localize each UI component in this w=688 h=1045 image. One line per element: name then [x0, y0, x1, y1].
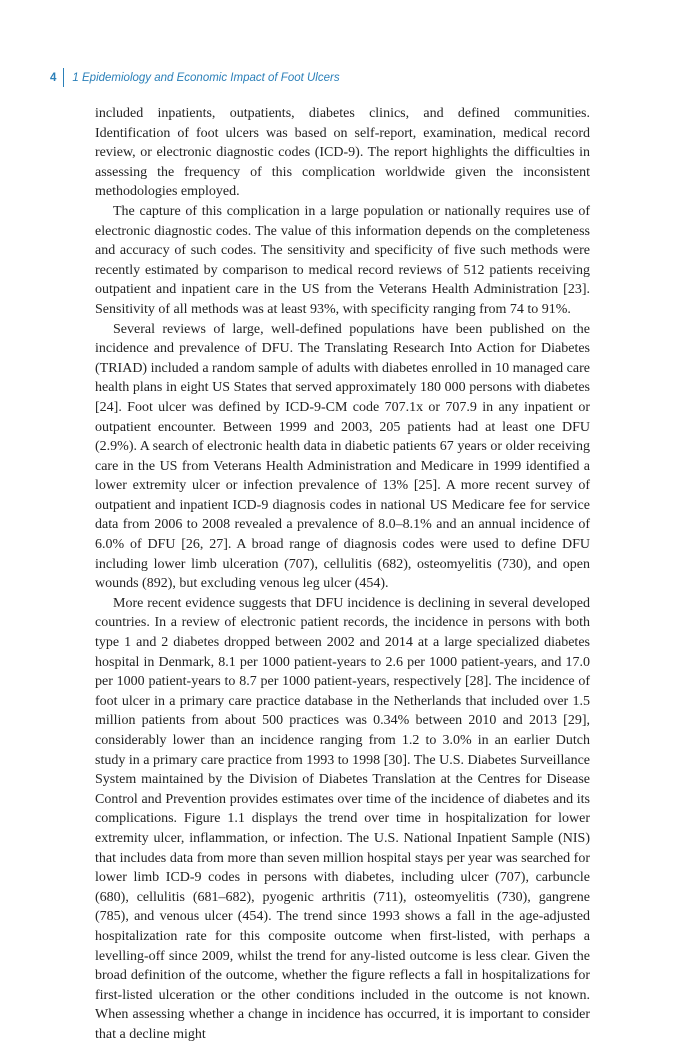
body-text	[95, 104, 590, 1045]
running-header	[50, 68, 340, 87]
paragraph-4: More recent evidence suggests that DFU incidence is declining in several developed countries. In a review of electronic patient records, the incidence in persons with both type 1 and 2 diabetes dropped between 2002 and 2014 at a large specialized diabetes hospital in Denmark, 8.1 per 1000 patient-years to 2.6 per 1000 patient-years, and 17.0 per 1000 patient-years to 8.7 per 1000 patient-years, respectively [28]. The incidence of foot ulcer in a primary care practice database in the Netherlands that included over 1.5 million patients from about 500 practices was 0.34% between 2010 and 2013 [29], considerably lower than an incidence ranging from 1.2 to 3.0% in an earlier Dutch study in a primary care practice from 1993 to 1998 [30]. The U.S. Diabetes Surveillance System maintained by the Division of Diabetes Translation at the Centres for Disease Control and Prevention provides estimates over time of the incidence of diabetes and its complications. Figure 1.1 displays the trend over time in hospitalization for lower extremity ulcer, inflammation, or infection. The U.S. National Inpatient Sample (NIS) that includes data from more than seven million hospital stays per year was searched for lower limb ICD-9 codes in persons with diabetes, including ulcer (707), carbuncle (680), cellulitis (681–682), pyogenic arthritis (711), osteomyelitis (730), gangrene (785), and venous ulcer (454). The trend since 1993 shows a fall in the age-adjusted hospitalization rate for this composite outcome when first-listed, with perhaps a levelling-off since 2009, whilst the trend for any-listed outcome is less clear. Given the broad definition of the outcome, whether the figure reflects a fall in hospitalizations for first-listed ulceration or the other conditions included in the outcome is not known. When assessing whether a change in incidence has occurred, it is important to consider that a decline might	[95, 595, 590, 1042]
header-divider	[63, 68, 64, 87]
paragraph-1: included inpatients, outpatients, diabetes clinics, and defined communities. Identification of foot ulcers was based on self-report, examination, medical record review, or electronic diagnostic codes (ICD-9). The report highlights the difficulties in assessing the frequency of this complication worldwide given the inconsistent methodologies employed.	[95, 106, 590, 200]
paragraph-2: The capture of this complication in a large population or nationally requires use of electronic diagnostic codes. The value of this information depends on the completeness and accuracy of such codes. The sensitivity and specificity of five such methods were recently estimated by comparison to medical record reviews of 512 patients receiving outpatient and inpatient care in the US from the Veterans Health Administration [23]. Sensitivity of all methods was at least 93%, with specificity ranging from 74 to 91%.	[95, 203, 590, 317]
page-number: 4	[50, 71, 57, 84]
paragraph-3: Several reviews of large, well-defined populations have been published on the incidence and prevalence of DFU. The Translating Research Into Action for Diabetes (TRIAD) included a random sample of adults with diabetes enrolled in 10 managed care health plans in eight US States that served approximately 180 000 persons with diabetes [24]. Foot ulcer was defined by ICD-9-CM code 707.1x or 707.9 in any inpatient or outpatient encounter. Between 1999 and 2003, 205 patients had at least one DFU (2.9%). A search of electronic health data in diabetic patients 67 years or older receiving care in the US from Veterans Health Administration and Medicare in 1999 identified a lower extremity ulcer or infection prevalence of 13% [25]. A more recent survey of outpatient and inpatient ICD-9 diagnosis codes in national US Medicare fee for service data from 2006 to 2008 revealed a prevalence of 8.0–8.1% and an annual incidence of 6.0% of DFU [26, 27]. A broad range of diagnosis codes were used to define DFU including lower limb ulceration (707), cellulitis (682), osteomyelitis (730), and open wounds (892), but excluding venous leg ulcer (454).	[95, 321, 590, 592]
running-title: 1 Epidemiology and Economic Impact of Foot Ulcers	[72, 71, 340, 84]
